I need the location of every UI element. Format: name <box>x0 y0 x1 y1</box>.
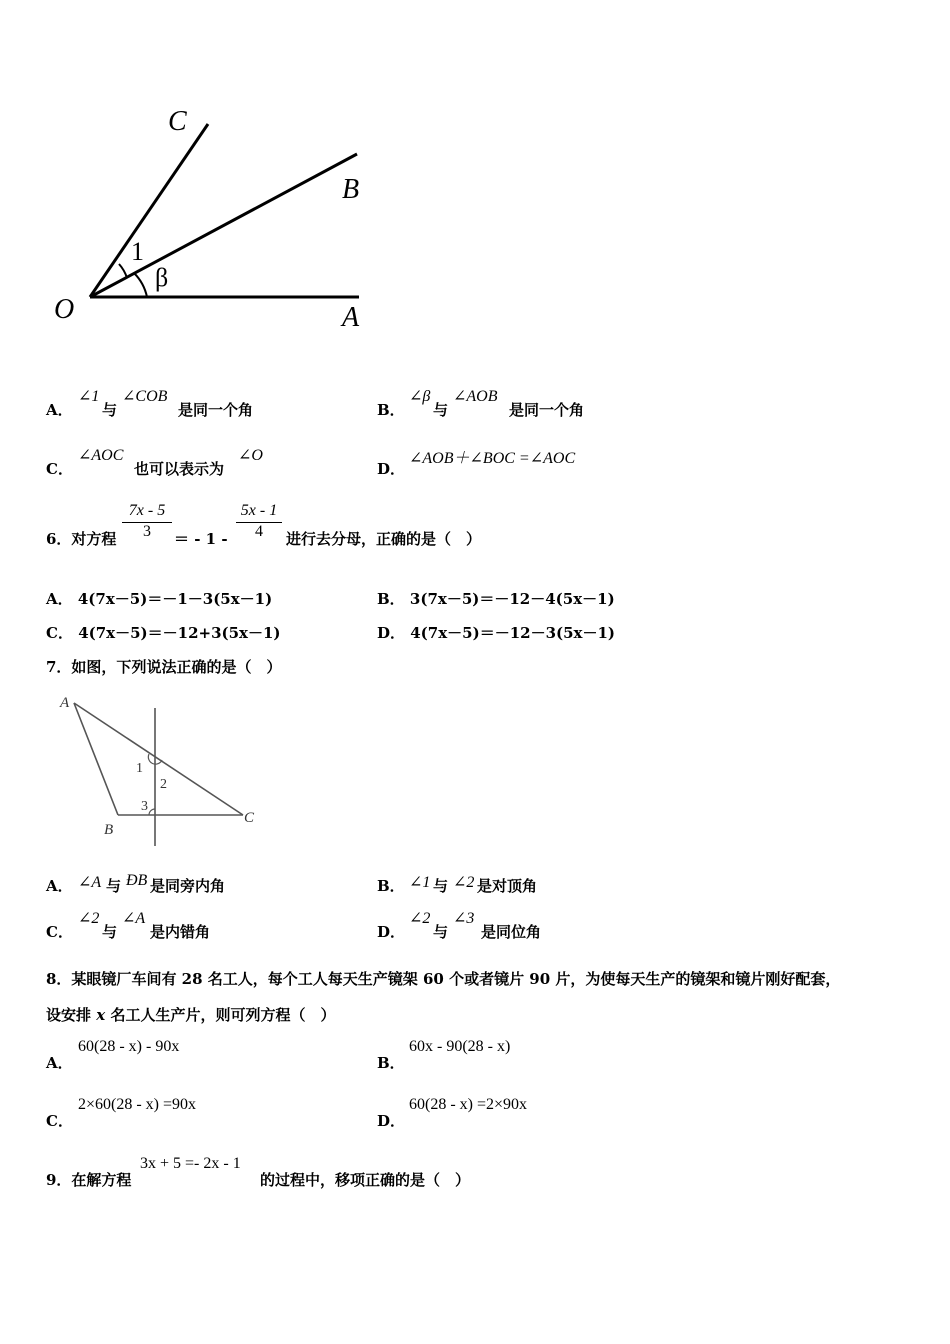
q7-option-b[interactable]: B． ∠1 与 ∠2 是对顶角 <box>377 874 538 895</box>
question-9: 9．在解方程 3x + 5 =- 2x - 1 的过程中，移项正确的是（ ） <box>46 1155 471 1189</box>
option-letter: D． <box>377 460 406 478</box>
q5-option-b[interactable]: B． ∠β 与 ∠AOB 是同一个角 <box>377 388 585 419</box>
label-c: C <box>244 810 255 826</box>
q6-option-a[interactable]: A． 4(7x－5)＝－1－3(5x－1) <box>46 590 273 608</box>
angle-figure <box>40 100 380 340</box>
q7-option-c[interactable]: C． ∠2 与 ∠A 是内错角 <box>46 910 211 941</box>
label-b: B <box>342 174 360 205</box>
label-o: O <box>54 294 75 325</box>
math-angle-cob: ∠COB <box>122 388 168 405</box>
q6-option-c[interactable]: C． 4(7x－5)＝－12+3(5x－1) <box>46 624 281 642</box>
triangle-figure <box>50 688 270 848</box>
math-expression: 60(28 - x) - 90x <box>78 1038 180 1055</box>
fraction-2: 5x - 1 4 <box>236 502 282 541</box>
label-b: B <box>104 822 114 838</box>
math-angle-1: ∠1 <box>78 388 100 405</box>
label-angle-3: 3 <box>141 799 148 814</box>
ray-ob <box>90 154 360 297</box>
fraction-1: 7x - 5 3 <box>122 502 172 541</box>
q7-option-a[interactable]: A． ∠A 与 ÐB 是同旁内角 <box>46 872 226 895</box>
q7-option-d[interactable]: D． ∠2 与 ∠3 是同位角 <box>377 910 542 941</box>
math-expression: 60x - 90(28 - x) <box>409 1038 511 1055</box>
label-beta: β <box>155 263 169 292</box>
math-angle-aob: ∠AOB <box>453 388 498 405</box>
q5-option-c[interactable]: C． ∠AOC 也可以表示为 ∠O <box>46 447 263 478</box>
arc-3 <box>149 809 155 815</box>
math-expression: 2×60(28 - x) =90x <box>78 1096 197 1113</box>
ray-oc <box>90 124 208 297</box>
option-letter: A． <box>46 401 73 419</box>
label-angle-1: 1 <box>131 237 144 266</box>
label-c: C <box>168 106 187 137</box>
math-angle-o: ∠O <box>238 447 263 464</box>
label-a: A <box>342 302 360 333</box>
q5-option-d[interactable] <box>377 443 697 483</box>
question-8-line-2: 设安排 x 名工人生产片，则可列方程（ ） <box>46 1006 336 1024</box>
math-expression: ∠AOB＋∠BOC =∠AOC <box>409 450 576 467</box>
angle-arc-1 <box>119 264 127 278</box>
q6-option-d[interactable]: D． 4(7x－5)＝－12－3(5x－1) <box>377 624 616 642</box>
angle-arc-beta <box>134 273 147 297</box>
q8-option-a[interactable]: A． 60(28 - x) - 90x <box>46 1038 180 1072</box>
option-letter: B． <box>377 401 405 419</box>
side-ac <box>74 703 243 815</box>
question-8-line-1: 8．某眼镜厂车间有 28 名工人，每个工人每天生产镜架 60 个或者镜片 90 片，为使每天生产的镜架和镜片刚好配套， <box>46 970 841 988</box>
math-angle-beta: ∠β <box>409 388 431 405</box>
q8-option-b[interactable]: B． 60x - 90(28 - x) <box>377 1038 511 1072</box>
q8-option-d[interactable]: D． 60(28 - x) =2×90x <box>377 1096 528 1130</box>
math-expression: 3x + 5 =- 2x - 1 <box>140 1155 241 1172</box>
label-angle-1: 1 <box>136 761 143 776</box>
math-expression: 60(28 - x) =2×90x <box>409 1096 528 1113</box>
q5-option-a[interactable]: A． ∠1 与 ∠COB 是同一个角 <box>46 388 254 419</box>
q8-option-c[interactable]: C． 2×60(28 - x) =90x <box>46 1096 197 1130</box>
question-stem: 6．对方程 <box>46 530 117 548</box>
label-a: A <box>60 695 70 711</box>
question-6: 6．对方程 7x - 5 3 ＝ - 1 - 5x - 1 4 进行去分母，正确的是（ ） <box>46 502 482 548</box>
q6-option-b[interactable]: B． 3(7x－5)＝－12－4(5x－1) <box>377 590 615 608</box>
question-7-stem: 7．如图，下列说法正确的是（ ） <box>46 658 282 676</box>
label-angle-2: 2 <box>160 777 167 792</box>
side-ab <box>74 703 118 815</box>
option-letter: C． <box>46 460 73 478</box>
math-angle-aoc: ∠AOC <box>78 447 124 464</box>
